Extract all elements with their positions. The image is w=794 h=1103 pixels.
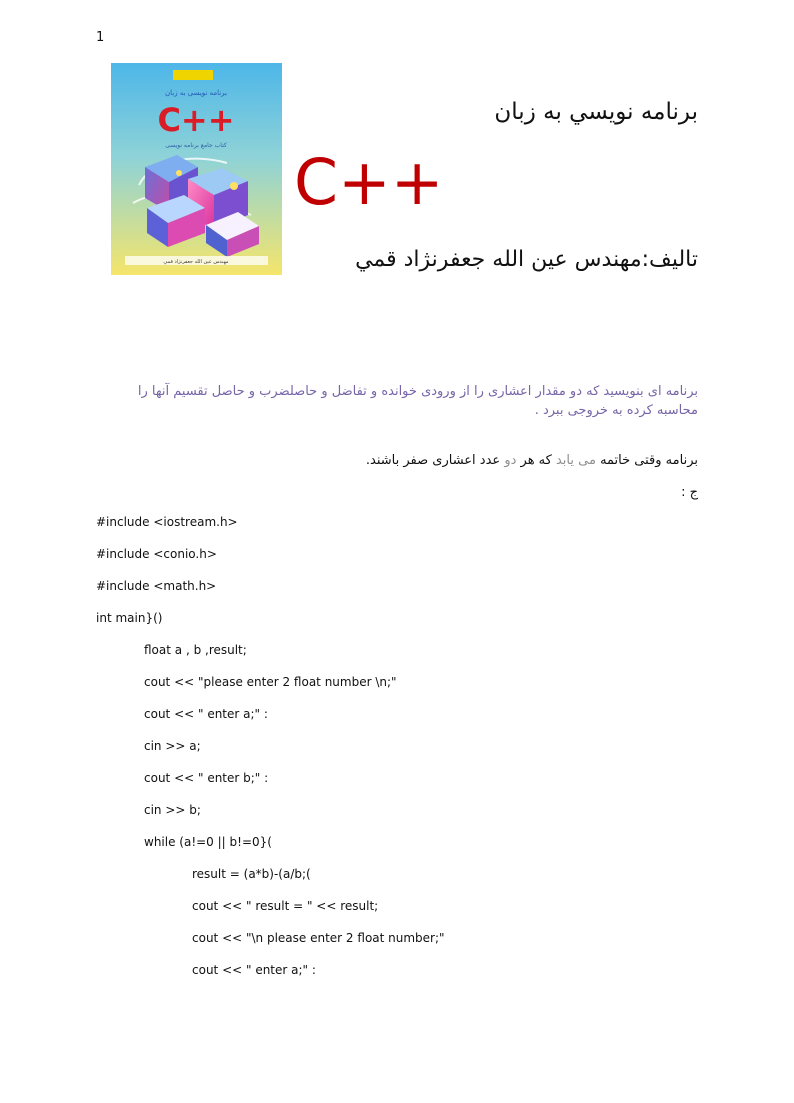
book-cover-image (111, 63, 282, 275)
answer-label: ج : (681, 485, 698, 500)
code-line: #include <math.h> (96, 579, 217, 593)
book-cover-svg (111, 63, 282, 275)
cover-subtitle: کتاب جامع برنامه نويسی (165, 142, 227, 149)
code-line: #include <conio.h> (96, 547, 217, 561)
cover-title: C++ (157, 101, 235, 139)
page-number: 1 (96, 30, 105, 45)
condition-part-2: می یابد (555, 453, 596, 468)
code-block (96, 513, 706, 993)
cover-bottom-label: مهندس عين الله جعفرنژاد قمي (163, 259, 229, 265)
condition-part-3: که هر (516, 453, 556, 468)
code-line: cout << " enter a;" : (144, 707, 268, 721)
main-title-arabic: برنامه نويسي به زبان (494, 99, 698, 125)
code-line: cout << " result = " << result; (192, 899, 379, 913)
code-line: cin >> b; (144, 803, 201, 817)
code-line: cout << "\n please enter 2 float number;" (192, 931, 445, 945)
condition-text (128, 452, 698, 470)
condition-part-4: دو (504, 453, 517, 468)
code-line: while (a!=0 || b!=0}( (144, 835, 272, 849)
code-line: cout << "please enter 2 float number \n;" (144, 675, 397, 689)
condition-part-1: برنامه وقتی خاتمه (595, 453, 698, 468)
code-line: cout << " enter a;" : (192, 963, 316, 977)
code-line: #include <iostream.h> (96, 515, 238, 529)
code-line: result = (a*b)-(a/b;( (192, 867, 311, 881)
cover-badge (173, 70, 213, 80)
code-line: cin >> a; (144, 739, 201, 753)
code-line: float a , b ,result; (144, 643, 247, 657)
condition-part-5: عدد اعشاری صفر باشند. (365, 453, 505, 468)
cover-top-label: برنامه نويسی به زبان (165, 89, 227, 97)
author-line: تاليف:مهندس عين الله جعفرنژاد قمي (355, 247, 698, 272)
code-line: int main}() (96, 611, 163, 625)
question-text: برنامه ای بنویسید که دو مقدار اعشاری را از ورودی خوانده و تفاضل و حاصلضرب و حاصل تقسیم آنها را محاسبه کرده به خروجی ببرد . (137, 384, 698, 418)
code-line: cout << " enter b;" : (144, 771, 269, 785)
main-title-cpp: C++ (294, 146, 444, 219)
